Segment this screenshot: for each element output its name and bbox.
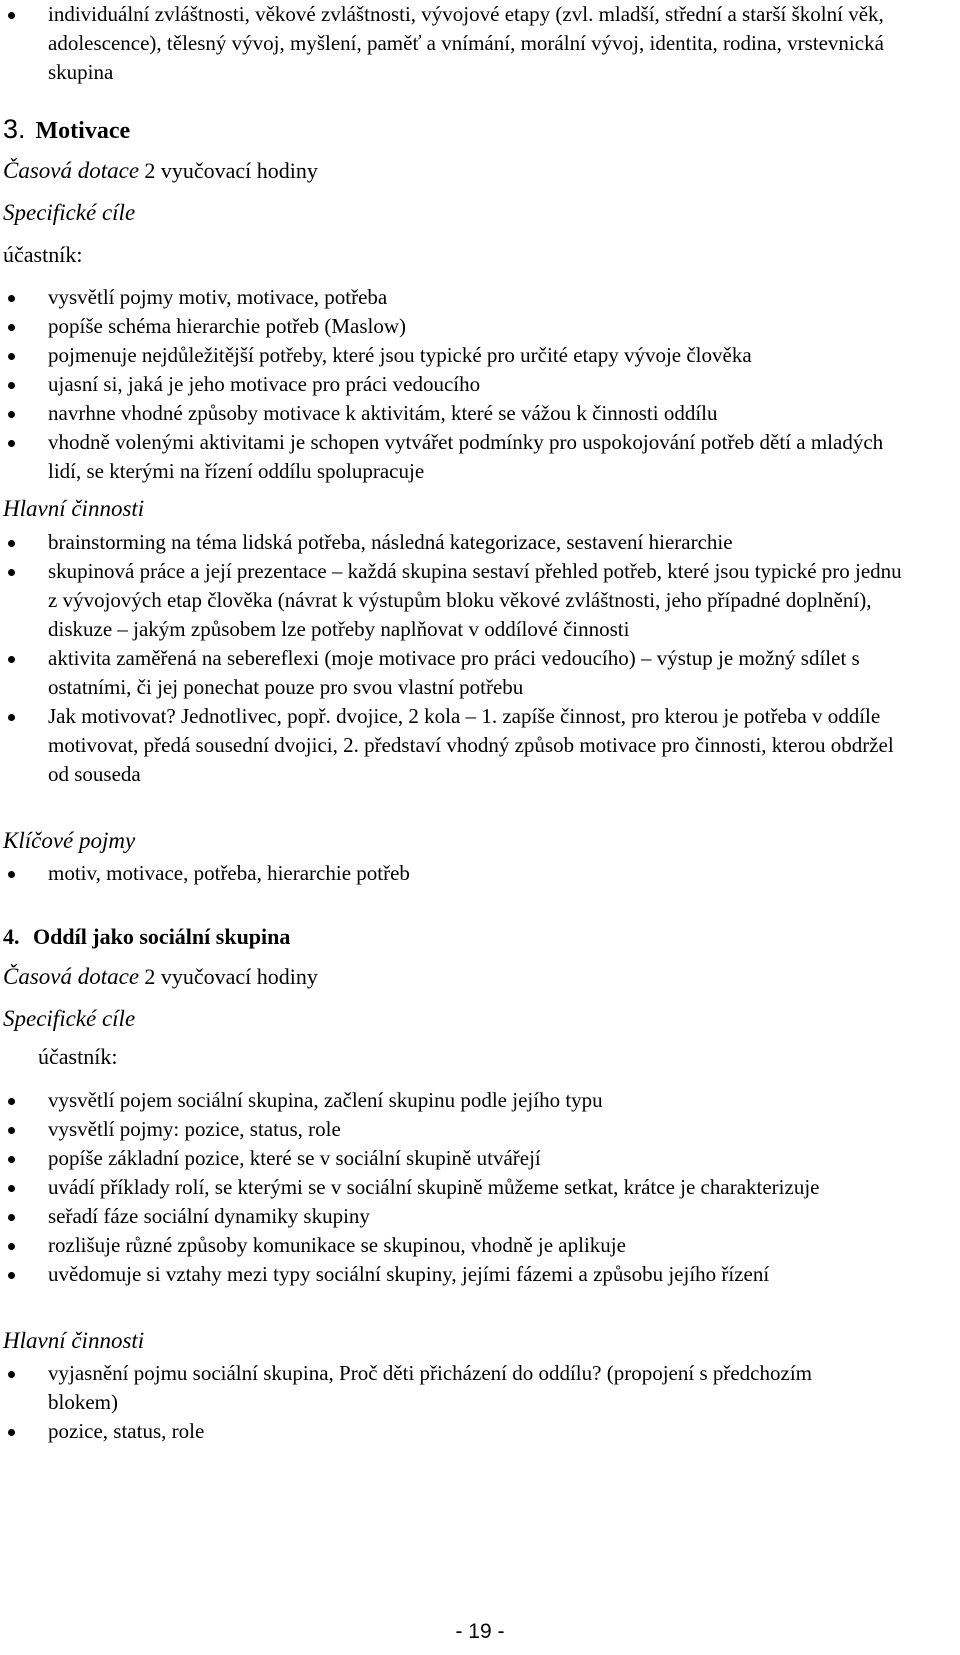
activity-item-text: brainstorming na téma lidská potřeba, následná kategorizace, sestavení hierarchie: [48, 530, 733, 554]
goal-item-text: seřadí fáze sociální dynamiky skupiny: [48, 1204, 370, 1228]
time-label: Časová dotace: [3, 158, 140, 183]
top-list: [0, 0, 905, 87]
bullet-icon: [8, 382, 15, 389]
section-3-time: [3, 156, 318, 186]
activity-item-text: skupinová práce a její prezentace – každá skupina sestaví přehled potřeb, které jsou typické pro jednu z vývojových etap člověka (návrat k výstupům bloku věkové zvláštnosti, jeho případné doplnění), diskuze – jakým způsobem lze potřeby naplňovat v oddílové činnosti: [48, 559, 902, 641]
bullet-icon: [8, 1243, 15, 1250]
activity-item-text: Jak motivovat? Jednotlivec, popř. dvojice, 2 kola – 1. zapíše činnost, pro kterou je potřeba v oddíle motivovat, předá sousední dvojici, 2. představí vhodný způsob motivace pro činnosti, kterou obdržel od souseda: [48, 704, 894, 786]
goal-item-text: popíše schéma hierarchie potřeb (Maslow): [48, 314, 407, 338]
time-value: 2 vyučovací hodiny: [144, 158, 318, 183]
goal-item-text: ujasní si, jaká je jeho motivace pro práci vedoucího: [48, 372, 481, 396]
goal-item: [0, 1231, 915, 1260]
concept-item: [0, 859, 905, 888]
section-3-participant-label: účastník:: [3, 242, 83, 267]
bullet-icon: [8, 569, 15, 576]
section-4-activities: [0, 1359, 860, 1446]
bullet-icon: [8, 411, 15, 418]
goal-item: [0, 1086, 915, 1115]
section-3-concepts-label: Klíčové pojmy: [3, 828, 136, 853]
goal-item-text: vysvětlí pojmy: pozice, status, role: [48, 1117, 341, 1141]
goal-item: [0, 341, 905, 370]
activity-item: [0, 644, 915, 702]
bullet-icon: [8, 871, 15, 878]
goal-item: [0, 1260, 915, 1289]
bullet-icon: [8, 1272, 15, 1279]
section-4-time: [3, 962, 318, 992]
page-number: - 19 -: [455, 1620, 505, 1643]
goal-item-text: uvědomuje si vztahy mezi typy sociální skupiny, jejími fázemi a způsobu jejího řízení: [48, 1262, 770, 1286]
section-3-activities-label: Hlavní činnosti: [3, 496, 145, 521]
time-label: Časová dotace: [3, 964, 140, 989]
bullet-icon: [8, 714, 15, 721]
section-4-title: Oddíl jako sociální skupina: [33, 924, 291, 949]
bullet-icon: [8, 1127, 15, 1134]
bullet-icon: [8, 656, 15, 663]
bullet-icon: [8, 440, 15, 447]
activity-item: [0, 702, 915, 789]
goal-item-text: vysvětlí pojem sociální skupina, začlení skupinu podle jejího typu: [48, 1088, 603, 1112]
bullet-icon: [8, 12, 15, 19]
bullet-icon: [8, 1371, 15, 1378]
section-4-participant-label: účastník:: [38, 1044, 118, 1069]
goal-item: [0, 399, 905, 428]
bullet-icon: [8, 353, 15, 360]
goal-item-text: uvádí příklady rolí, se kterými se v sociální skupině můžeme setkat, krátce je charakterizuje: [48, 1175, 820, 1199]
goal-item-text: navrhne vhodné způsoby motivace k aktivitám, které se vážou k činnosti oddílu: [48, 401, 718, 425]
section-3-heading: [3, 114, 130, 145]
section-3-concepts: [0, 859, 905, 888]
activity-item: [0, 557, 915, 644]
goal-item: [0, 1173, 915, 1202]
goal-item-text: vysvětlí pojmy motiv, motivace, potřeba: [48, 285, 388, 309]
goal-item: [0, 1144, 915, 1173]
bullet-icon: [8, 1185, 15, 1192]
goal-item: [0, 1115, 915, 1144]
bullet-icon: [8, 324, 15, 331]
activity-item: [0, 1417, 860, 1446]
section-4-heading: [3, 924, 290, 950]
section-4-goals-label: Specifické cíle: [3, 1006, 136, 1031]
list-item-text: individuální zvláštnosti, věkové zvláštnosti, vývojové etapy (zvl. mladší, střední a starší školní věk, adolescence), tělesný vývoj, myšlení, paměť a vnímání, morální vývoj, identita, rodina, vrstevnická skupina: [48, 2, 884, 84]
goal-item: [0, 283, 905, 312]
section-3-title: Motivace: [35, 118, 131, 144]
bullet-icon: [8, 1098, 15, 1105]
bullet-icon: [8, 1214, 15, 1221]
goal-item-text: rozlišuje různé způsoby komunikace se skupinou, vhodně je aplikuje: [48, 1233, 626, 1257]
section-3-number: 3.: [3, 114, 26, 144]
activity-item: [0, 1359, 860, 1417]
bullet-icon: [8, 1429, 15, 1436]
bullet-icon: [8, 1156, 15, 1163]
concept-item-text: motiv, motivace, potřeba, hierarchie potřeb: [48, 861, 410, 885]
goal-item: [0, 1202, 915, 1231]
activity-item: [0, 528, 915, 557]
list-item: [0, 0, 905, 87]
section-4-goals: [0, 1086, 915, 1289]
goal-item-text: popíše základní pozice, které se v sociální skupině utvářejí: [48, 1146, 541, 1170]
section-3-goals-label: Specifické cíle: [3, 200, 136, 225]
goal-item: [0, 428, 905, 486]
bullet-icon: [8, 295, 15, 302]
activity-item-text: vyjasnění pojmu sociální skupina, Proč děti přicházení do oddílu? (propojení s předchozím blokem): [48, 1361, 812, 1414]
bullet-icon: [8, 540, 15, 547]
section-4-number: 4.: [3, 924, 20, 949]
goal-item: [0, 370, 905, 399]
goal-item-text: vhodně volenými aktivitami je schopen vytvářet podmínky pro uspokojování potřeb dětí a mladých lidí, se kterými na řízení oddílu spolupracuje: [48, 430, 884, 483]
section-3-goals: [0, 283, 905, 486]
goal-item: [0, 312, 905, 341]
section-4-activities-label: Hlavní činnosti: [3, 1328, 145, 1353]
goal-item-text: pojmenuje nejdůležitější potřeby, které jsou typické pro určité etapy vývoje člověka: [48, 343, 752, 367]
activity-item-text: pozice, status, role: [48, 1419, 205, 1443]
activity-item-text: aktivita zaměřená na sebereflexi (moje motivace pro práci vedoucího) – výstup je možný sdílet s ostatními, či jej ponechat pouze pro svou vlastní potřebu: [48, 646, 860, 699]
time-value: 2 vyučovací hodiny: [144, 964, 318, 989]
section-3-activities: [0, 528, 915, 789]
